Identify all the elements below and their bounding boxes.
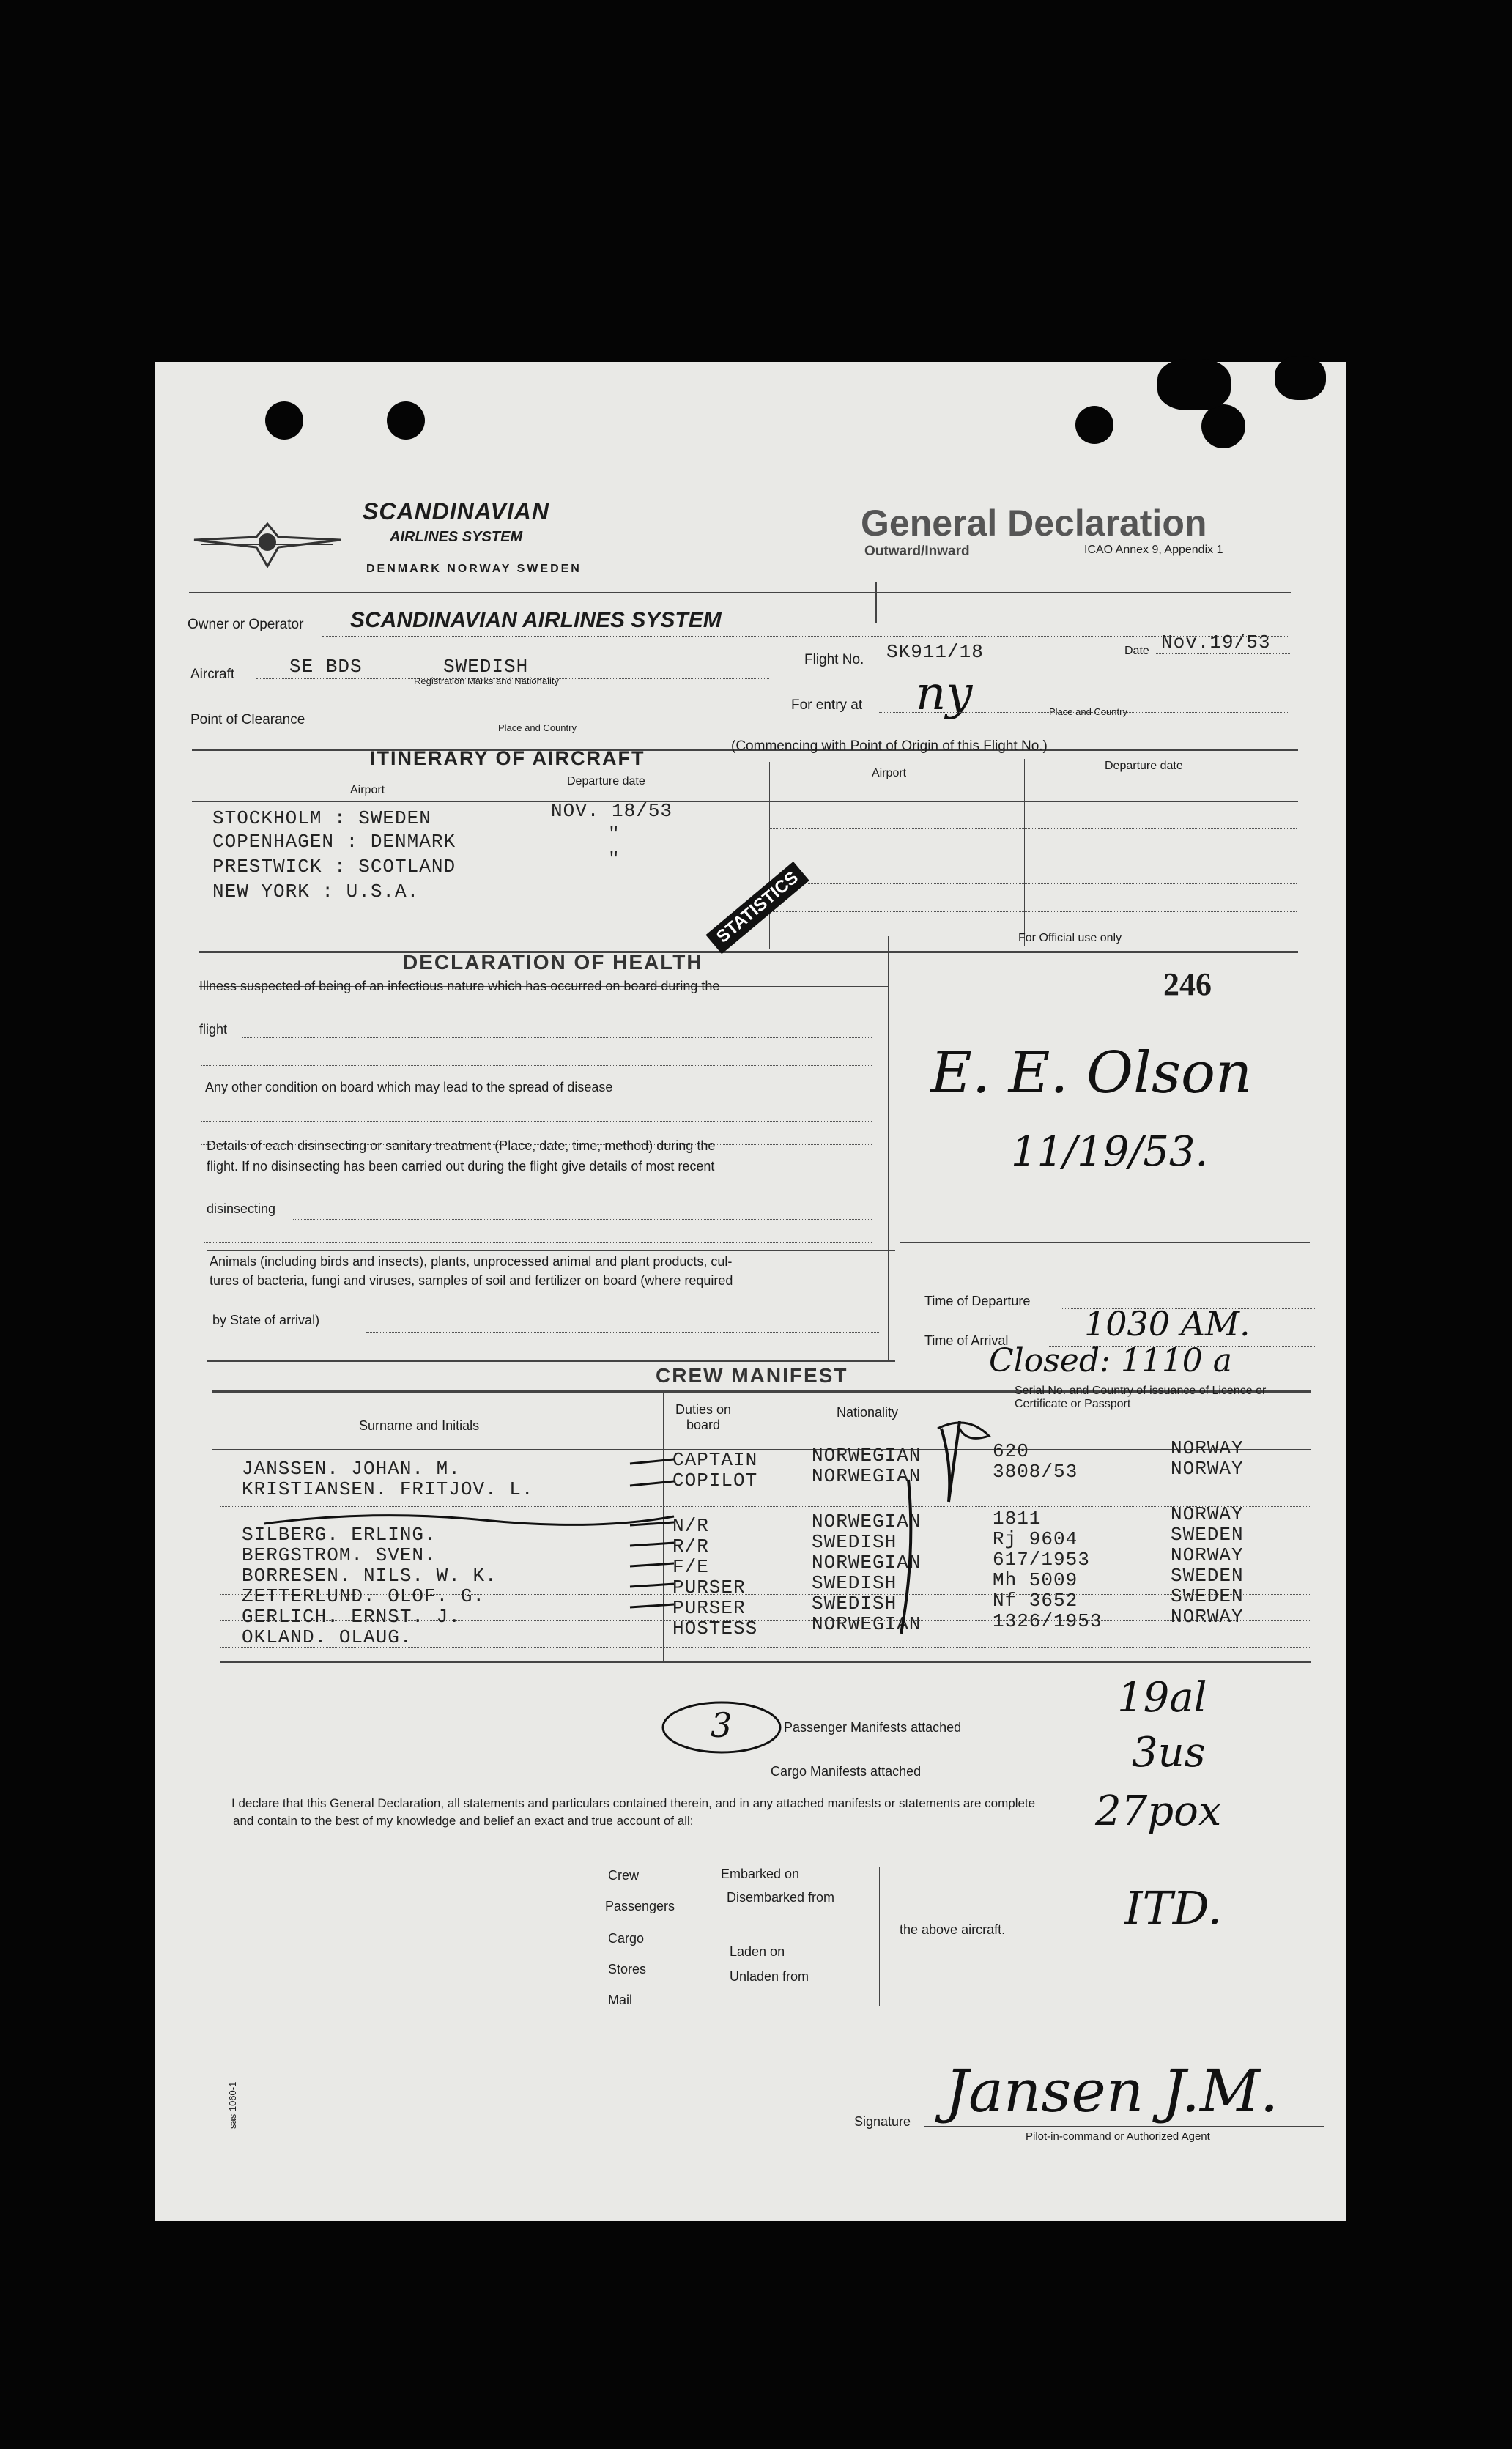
official-date: 11/19/53.: [1011, 1128, 1209, 1176]
entry-place-label: Place and Country: [1049, 706, 1127, 717]
itinerary-airport: PRESTWICK : SCOTLAND: [212, 856, 456, 878]
cargo-manifest-label: Cargo Manifests attached: [771, 1764, 922, 1779]
official-signature: E. E. Olson: [930, 1040, 1253, 1106]
crew-name: BERGSTROM. SVEN.: [242, 1544, 437, 1566]
crew-col-name: Surname and Initials: [359, 1418, 480, 1433]
crew-nationality: NORWEGIAN: [812, 1511, 922, 1533]
itinerary-row-line: [769, 883, 1297, 884]
crew-name: ZETTERLUND. OLOF. G.: [242, 1585, 486, 1607]
crew-duty: F/E: [672, 1556, 709, 1578]
crew-name: KRISTIANSEN. FRITJOV. L.: [242, 1478, 534, 1500]
health-line: [201, 1121, 872, 1122]
itinerary-airport: COPENHAGEN : DENMARK: [212, 831, 456, 853]
crew-nationality: SWEDISH: [812, 1531, 897, 1553]
crew-serial: 617/1953: [993, 1549, 1090, 1571]
crew-title: CREW MANIFEST: [656, 1364, 848, 1387]
health-q1: Illness suspected of being of an infectious nature which has occurred on board during the: [199, 979, 720, 993]
crew-country: NORWAY: [1171, 1437, 1244, 1459]
itinerary-col-departure: Departure date: [567, 775, 645, 788]
crew-duty: COPILOT: [672, 1470, 758, 1492]
crew-name: JANSSEN. JOHAN. M.: [242, 1458, 461, 1480]
itinerary-date: ": [608, 848, 620, 870]
punch-hole: [387, 401, 425, 440]
departure-time-label: Time of Departure: [924, 1294, 1031, 1308]
crew-serial: 3808/53: [993, 1461, 1078, 1483]
airline-name2: AIRLINES SYSTEM: [390, 529, 523, 545]
punch-hole: [1201, 404, 1245, 448]
itinerary-row-line: [769, 828, 1297, 829]
owner-line: [322, 636, 1289, 637]
header-rule: [189, 592, 1292, 593]
aircraft-registration: SE BDS: [289, 656, 363, 678]
manifest-note-2: 3us: [1132, 1729, 1206, 1776]
form-subtitle: Outward/Inward: [864, 544, 970, 559]
crew-country: NORWAY: [1171, 1458, 1244, 1480]
date-value: Nov.19/53: [1161, 631, 1271, 653]
crew-duty: PURSER: [672, 1597, 746, 1619]
declaration-bracket: [879, 1867, 880, 2006]
form-title: General Declaration: [861, 503, 1207, 544]
declaration-disembarked: Disembarked from: [727, 1890, 835, 1905]
crew-country: SWEDEN: [1171, 1524, 1244, 1546]
health-line: [204, 1242, 872, 1243]
crew-serial: Mh 5009: [993, 1569, 1078, 1591]
declaration-text-2: and contain to the best of my knowledge and belief an exact and true account of all:: [233, 1814, 694, 1828]
arrival-time-value: 1030 AM.: [1084, 1304, 1250, 1344]
crew-name: BORRESEN. NILS. W. K.: [242, 1565, 497, 1587]
health-q4b: tures of bacteria, fungi and viruses, samples of soil and fertilizer on board (where required: [210, 1273, 733, 1288]
date-line: [1156, 653, 1292, 654]
registration-sublabel: Registration Marks and Nationality: [414, 675, 559, 686]
manifest-note-4: ITD.: [1124, 1881, 1223, 1935]
manifest-note-1: 19al: [1117, 1674, 1207, 1722]
crew-serial: 620: [993, 1440, 1029, 1462]
crew-duty: R/R: [672, 1535, 709, 1557]
crew-name: SILBERG. ERLING.: [242, 1524, 437, 1546]
itinerary-col-airport: Airport: [350, 784, 385, 796]
itinerary-airport: STOCKHOLM : SWEDEN: [212, 807, 431, 829]
crew-serial: Nf 3652: [993, 1590, 1078, 1612]
punch-hole: [265, 401, 303, 440]
itinerary-subtitle: (Commencing with Point of Origin of this Flight No.): [731, 738, 1048, 754]
crew-country: NORWAY: [1171, 1503, 1244, 1525]
health-line: [366, 1332, 879, 1333]
crew-duty: HOSTESS: [672, 1618, 758, 1640]
declaration-unladen: Unladen from: [730, 1969, 809, 1984]
form-code: sas 1060-1: [227, 2081, 238, 2129]
crew-col-nationality: Nationality: [837, 1405, 899, 1420]
declaration-item: Mail: [608, 1993, 633, 2007]
health-bottom: [207, 1360, 895, 1362]
captain-signature: Jansen J.M.: [945, 2057, 1279, 2125]
airline-countries: DENMARK NORWAY SWEDEN: [366, 563, 582, 575]
itinerary-col-airport2: Airport: [872, 767, 907, 779]
crew-nationality: SWEDISH: [812, 1572, 897, 1594]
crew-col-serial: Serial No. and Country of issuance of Licence or Certificate or Passport: [1015, 1385, 1267, 1410]
health-divider: [888, 936, 889, 1361]
crew-name: OKLAND. OLAUG.: [242, 1626, 412, 1648]
health-q1b: flight: [199, 1022, 228, 1037]
health-rule: [207, 1250, 895, 1251]
crew-nationality: NORWEGIAN: [812, 1465, 922, 1487]
aircraft-nationality: SWEDISH: [443, 656, 529, 678]
crew-country: NORWAY: [1171, 1606, 1244, 1628]
official-use-label: For Official use only: [1018, 932, 1122, 944]
torn-corner: [1157, 359, 1231, 410]
signatory-label: Pilot-in-command or Authorized Agent: [1026, 2130, 1210, 2143]
declaration-laden: Laden on: [730, 1944, 785, 1959]
declaration-item: Cargo: [608, 1931, 645, 1946]
date-label: Date: [1124, 645, 1149, 657]
flight-number: SK911/18: [886, 641, 984, 663]
itinerary-row-line: [769, 911, 1297, 912]
arrival-time-label: Time of Arrival: [924, 1333, 1009, 1348]
official-rule: [900, 1242, 1310, 1243]
clearance-place-label: Place and Country: [498, 722, 577, 733]
entry-value: ny: [916, 667, 973, 721]
statistics-stamp: STATISTICS: [705, 862, 809, 955]
official-number: 246: [1163, 966, 1212, 1002]
passenger-manifest-count: 3: [711, 1705, 733, 1745]
declaration-item: Passengers: [605, 1899, 675, 1913]
declaration-above: the above aircraft.: [900, 1922, 1006, 1937]
health-q2: Any other condition on board which may lead to the spread of disease: [205, 1080, 613, 1094]
handwritten-marks: [264, 1421, 996, 1656]
declaration-item: Stores: [608, 1962, 647, 1976]
crew-bottom: [220, 1661, 1311, 1663]
torn-corner: [1275, 356, 1326, 400]
entry-label: For entry at: [791, 697, 863, 713]
health-q4c: by State of arrival): [212, 1313, 320, 1327]
crew-duty: CAPTAIN: [672, 1449, 758, 1471]
declaration-item: Crew: [608, 1868, 640, 1883]
airline-logo-icon: [187, 509, 348, 575]
crew-duty: PURSER: [672, 1577, 746, 1598]
health-line: [293, 1219, 872, 1220]
crew-col-duties: Duties on board: [675, 1402, 732, 1432]
crew-country: SWEDEN: [1171, 1585, 1244, 1607]
itinerary-rule: [192, 801, 1298, 802]
crew-serial: 1811: [993, 1508, 1042, 1530]
flight-label: Flight No.: [804, 652, 864, 667]
crew-country: NORWAY: [1171, 1544, 1244, 1566]
health-line: [201, 1065, 872, 1066]
manifest-note-3: 27pox: [1095, 1787, 1222, 1835]
crew-nationality: SWEDISH: [812, 1593, 897, 1615]
health-title: DECLARATION OF HEALTH: [403, 951, 703, 974]
handwritten-stroke: [875, 582, 877, 623]
crew-nationality: NORWEGIAN: [812, 1552, 922, 1574]
itinerary-col-departure2: Departure date: [1105, 760, 1183, 772]
health-line: [242, 1037, 872, 1038]
crew-nationality: NORWEGIAN: [812, 1445, 922, 1467]
aircraft-label: Aircraft: [190, 667, 235, 682]
itinerary-title: ITINERARY OF AIRCRAFT: [370, 747, 645, 769]
itinerary-date: ": [608, 823, 620, 845]
clearance-label: Point of Clearance: [190, 712, 305, 727]
crew-name: GERLICH. ERNST. J.: [242, 1606, 461, 1628]
crew-serial: Rj 9604: [993, 1528, 1078, 1550]
closed-note: Closed: 1110 a: [989, 1342, 1233, 1379]
crew-serial: 1326/1953: [993, 1610, 1102, 1632]
airline-name: SCANDINAVIAN: [363, 498, 549, 525]
declaration-text-1: I declare that this General Declaration, all statements and particulars contained therein, and in any attached manifests or statements are complete: [231, 1796, 1036, 1810]
health-q4: Animals (including birds and insects), plants, unprocessed animal and plant products, cul-: [210, 1254, 733, 1269]
owner-value: SCANDINAVIAN AIRLINES SYSTEM: [350, 608, 722, 632]
crew-country: SWEDEN: [1171, 1565, 1244, 1587]
crew-duty: N/R: [672, 1515, 709, 1537]
passenger-manifest-label: Passenger Manifests attached: [784, 1720, 962, 1735]
declaration-embarked: Embarked on: [721, 1867, 800, 1881]
health-q3b: flight. If no disinsecting has been carried out during the flight give details of most recent: [207, 1159, 715, 1174]
health-q3: Details of each disinsecting or sanitary treatment (Place, date, time, method) during the: [207, 1138, 716, 1153]
crew-nationality: NORWEGIAN: [812, 1613, 922, 1635]
owner-label: Owner or Operator: [188, 617, 304, 632]
punch-hole: [1075, 406, 1113, 444]
itinerary-bottom: [199, 951, 1298, 953]
count-circle: [659, 1698, 784, 1757]
signature-line: [924, 2126, 1324, 2127]
itinerary-divider: [1024, 759, 1025, 946]
health-q3c: disinsecting: [207, 1201, 276, 1216]
itinerary-airport: NEW YORK : U.S.A.: [212, 881, 420, 903]
itinerary-date: NOV. 18/53: [551, 800, 673, 822]
signature-label: Signature: [854, 2114, 911, 2129]
form-reference: ICAO Annex 9, Appendix 1: [1084, 544, 1223, 556]
